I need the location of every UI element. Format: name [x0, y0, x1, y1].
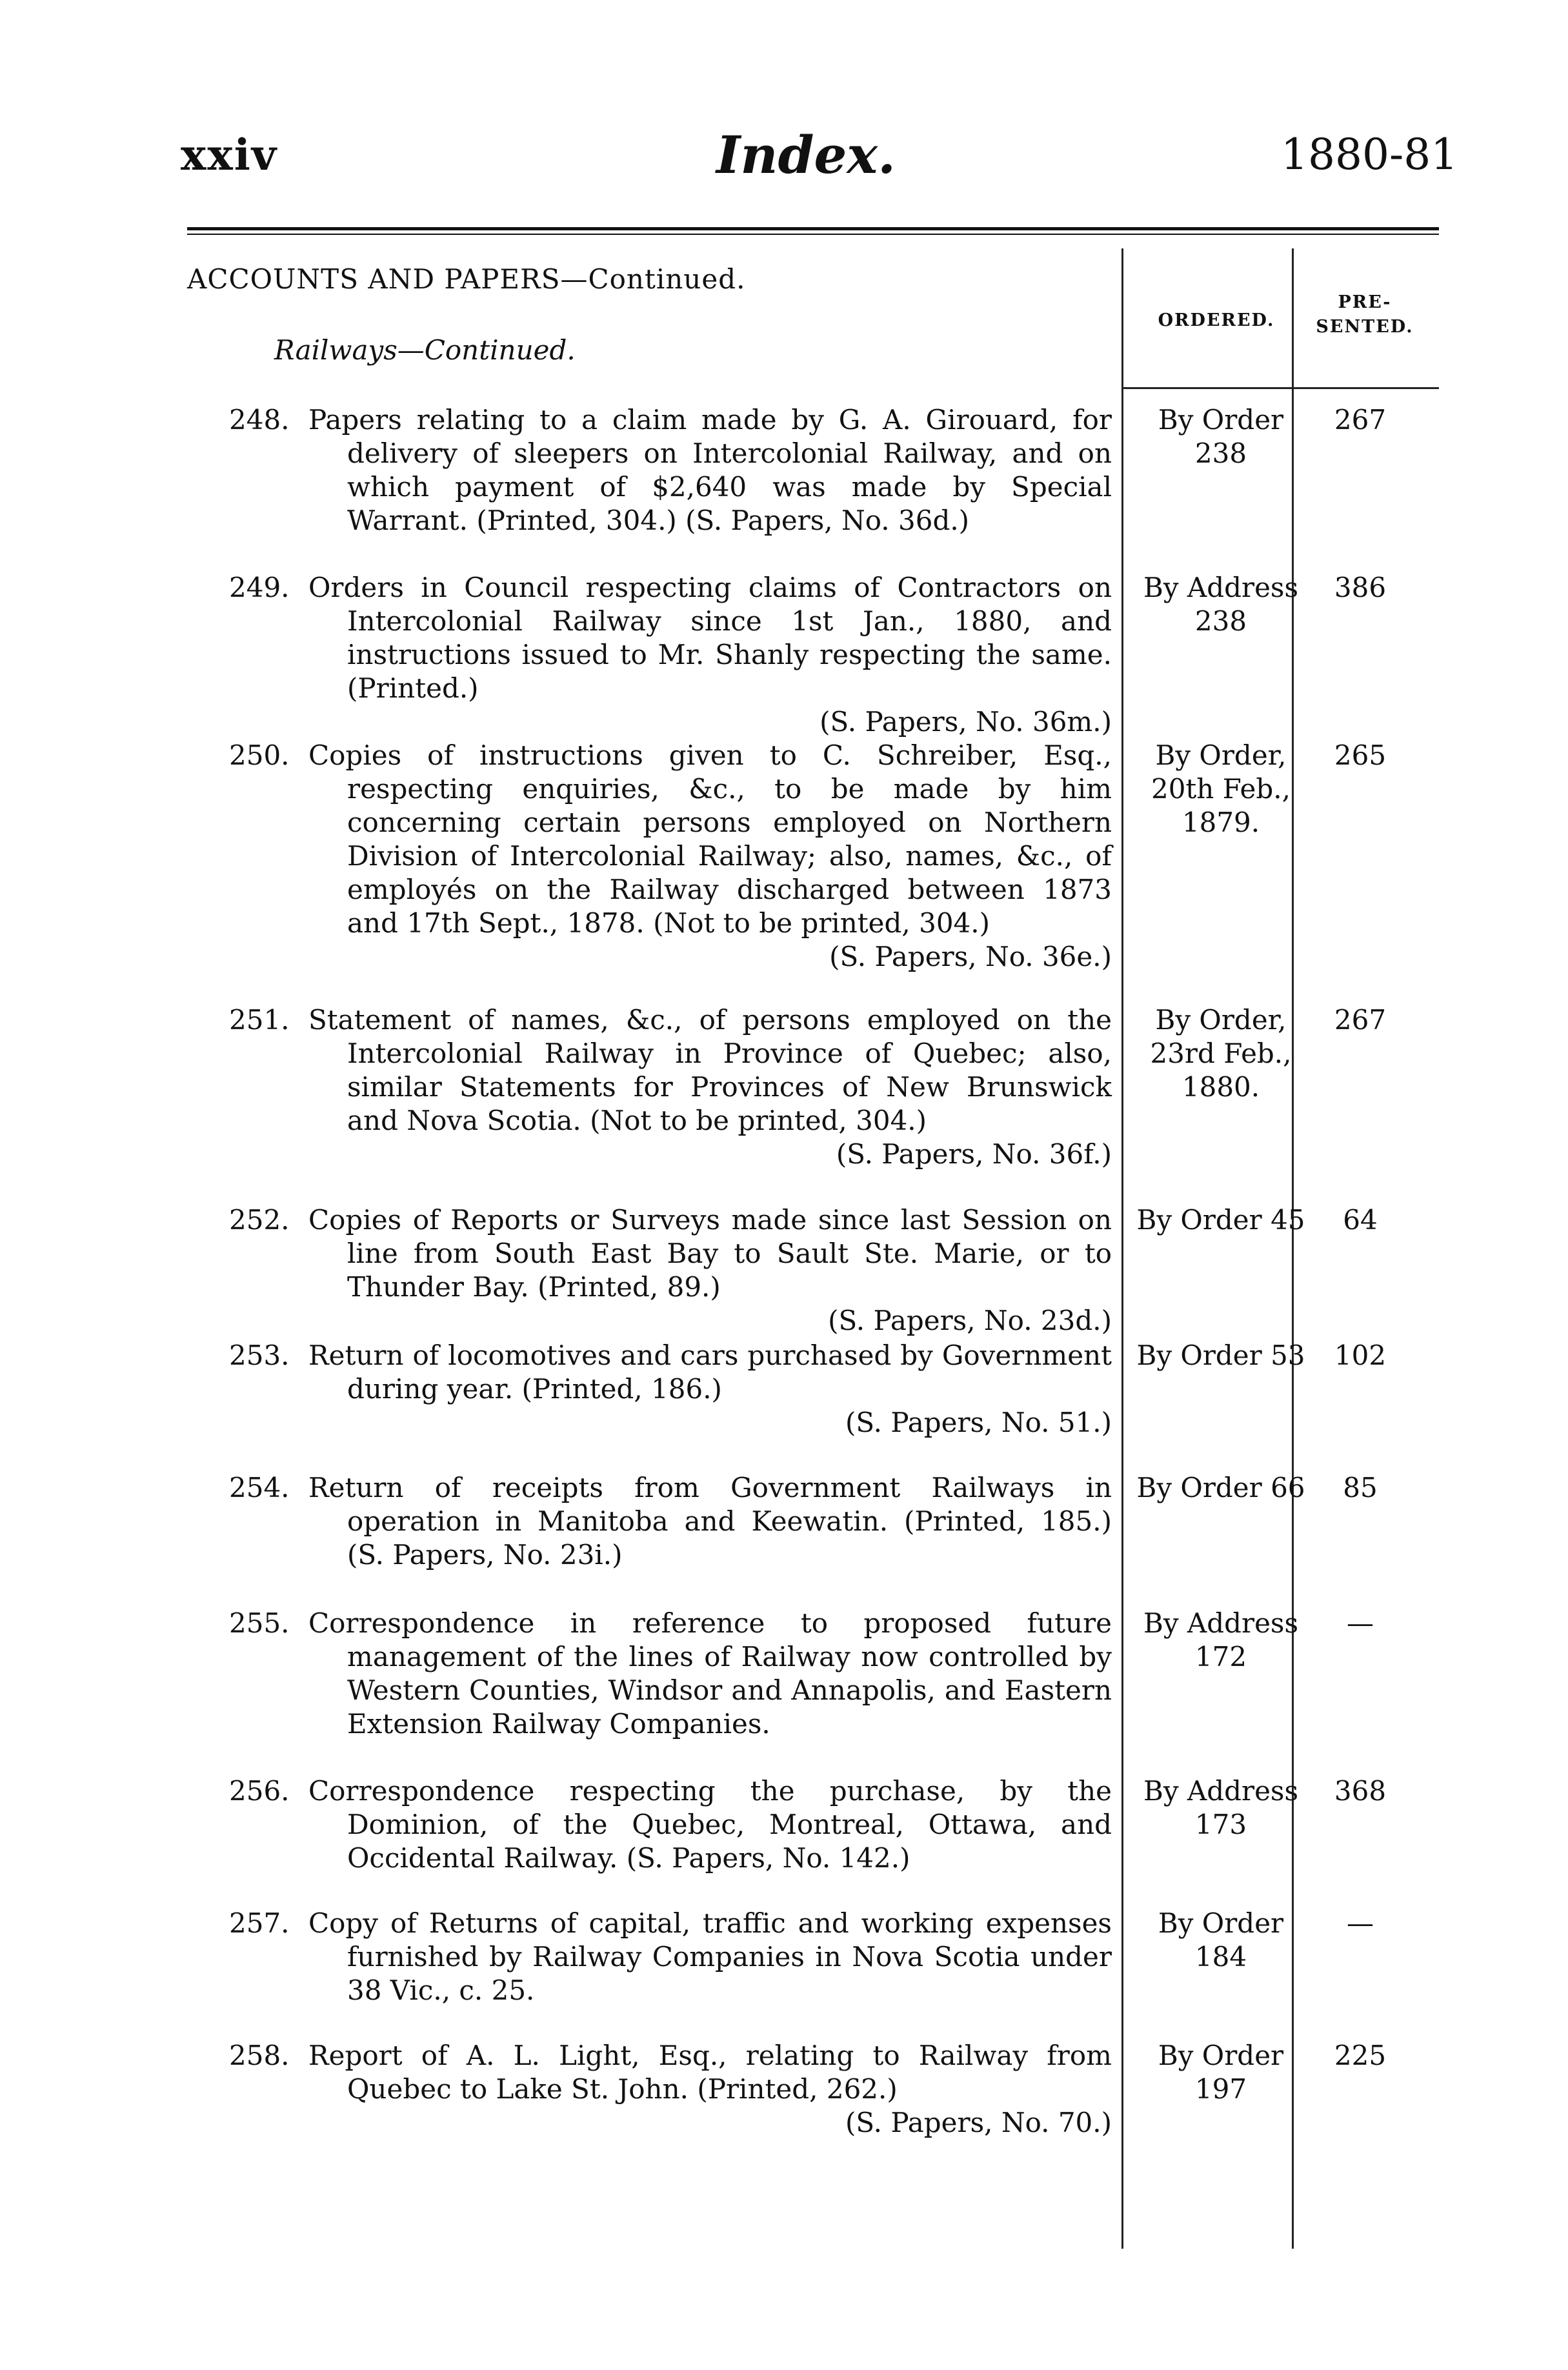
entry-presented: — [1347, 1607, 1374, 1639]
entry-number: 251. [229, 1004, 290, 1036]
page-year: 1880-81 [1281, 130, 1458, 179]
section-title: ACCOUNTS AND PAPERS—Continued. [187, 263, 746, 295]
column-header-ordered: ORDERED. [1158, 310, 1275, 330]
entry-presented: 368 [1334, 1775, 1387, 1807]
entry-description: Correspondence in reference to proposed future management of the lines of Railway now controlled by Western Counties, Windsor and Annapolis, and Eastern Extension Railway Companies. [308, 1607, 1112, 1740]
header-rule-thin [187, 234, 1439, 235]
entry-reference: (S. Papers, No. 51.) [845, 1407, 1112, 1438]
page-title: Index. [716, 125, 896, 185]
entry-description: Report of A. L. Light, Esq., relating to Railway from Quebec to Lake St. John. (Printed, 262.) (S. Papers, No. 70.) [308, 2040, 1112, 2138]
entry-number: 254. [229, 1472, 290, 1503]
entry-number: 248. [229, 404, 290, 436]
column-header-rule [1121, 387, 1439, 389]
entry-number: 250. [229, 739, 290, 771]
entry-description: Copy of Returns of capital, traffic and working expenses furnished by Railway Companies in Nova Scotia under 38 Vic., c. 25. [308, 1907, 1112, 2006]
entry-ordered: By Order 238 [1158, 404, 1284, 469]
entry-ordered: By Order 197 [1158, 2040, 1284, 2105]
entry-description: Statement of names, &c., of persons employed on the Intercolonial Railway in Province of Quebec; also, similar Statements for Provinces of New Brunswick and Nova Scotia. (Not to be printed, 304.) (S. Papers, No. 36f.) [308, 1004, 1112, 1170]
entry-presented: — [1347, 1907, 1374, 1939]
entry-number: 249. [229, 572, 290, 603]
page-number: xxiv [181, 130, 278, 180]
entry-presented: 102 [1334, 1340, 1387, 1371]
entry-description: Correspondence respecting the purchase, by the Dominion, of the Quebec, Montreal, Ottawa, and Occidental Railway. (S. Papers, No. 142.) [308, 1775, 1112, 1874]
entry-number: 255. [229, 1607, 290, 1639]
entry-description: Copies of Reports or Surveys made since last Session on line from South East Bay to Sault Ste. Marie, or to Thunder Bay. (Printed, 89.) (S. Papers, No. 23d.) [308, 1204, 1112, 1336]
entry-number: 252. [229, 1204, 290, 1236]
entry-description: Return of receipts from Government Railways in operation in Manitoba and Keewatin. (Printed, 185.) (S. Papers, No. 23i.) [308, 1472, 1112, 1571]
entry-presented: 64 [1343, 1204, 1378, 1236]
entry-presented: 85 [1343, 1472, 1378, 1503]
entry-presented: 225 [1334, 2040, 1387, 2071]
entry-reference: (S. Papers, No. 23d.) [828, 1305, 1112, 1336]
entry-presented: 267 [1334, 404, 1387, 436]
entry-ordered: By Order 53 [1136, 1340, 1305, 1371]
subsection-title: Railways—Continued. [274, 334, 576, 366]
header-rule-thick [187, 227, 1439, 230]
entry-ordered: By Order, 23rd Feb., 1880. [1150, 1004, 1292, 1103]
entry-ordered: By Order 184 [1158, 1907, 1284, 1973]
entry-presented: 265 [1334, 739, 1387, 771]
column-divider-left [1121, 248, 1123, 2249]
entry-ordered: By Address 173 [1143, 1775, 1299, 1840]
entry-number: 256. [229, 1775, 290, 1807]
entry-reference: (S. Papers, No. 70.) [845, 2107, 1112, 2138]
entry-description: Orders in Council respecting claims of Contractors on Intercolonial Railway since 1st Jan., 1880, and instructions issued to Mr. Shanly respecting the same. (Printed.) (S. Papers, No. 36m.) [308, 572, 1112, 738]
entry-ordered: By Order 45 [1136, 1204, 1305, 1236]
entry-description: Papers relating to a claim made by G. A. Girouard, for delivery of sleepers on Intercolonial Railway, and on which payment of $2,640 was made by Special Warrant. (Printed, 304.) (S. Papers, No. 36d.) [308, 404, 1112, 536]
entry-ordered: By Address 238 [1143, 572, 1299, 637]
entry-reference: (S. Papers, No. 36m.) [819, 706, 1112, 738]
entry-reference: (S. Papers, No. 36f.) [836, 1138, 1112, 1170]
entry-number: 253. [229, 1340, 290, 1371]
entry-presented: 386 [1334, 572, 1387, 603]
entry-number: 258. [229, 2040, 290, 2071]
entry-ordered: By Order, 20th Feb., 1879. [1151, 739, 1291, 838]
entry-number: 257. [229, 1907, 290, 1939]
entry-ordered: By Order 66 [1136, 1472, 1305, 1503]
entry-description: Return of locomotives and cars purchased by Government during year. (Printed, 186.) (S. Papers, No. 51.) [308, 1340, 1112, 1438]
entry-presented: 267 [1334, 1004, 1387, 1036]
entry-reference: (S. Papers, No. 36e.) [829, 941, 1112, 972]
column-header-presented: PRE-SENTED. [1316, 292, 1414, 337]
entry-ordered: By Address 172 [1143, 1607, 1299, 1672]
entry-description: Copies of instructions given to C. Schreiber, Esq., respecting enquiries, &c., to be made by him concerning certain persons employed on Northern Division of Intercolonial Railway; also, names, &c., of employés on the Railway discharged between 1873 and 17th Sept., 1878. (Not to be printed, 304.) (S. Papers, No. 36e.) [308, 739, 1112, 972]
